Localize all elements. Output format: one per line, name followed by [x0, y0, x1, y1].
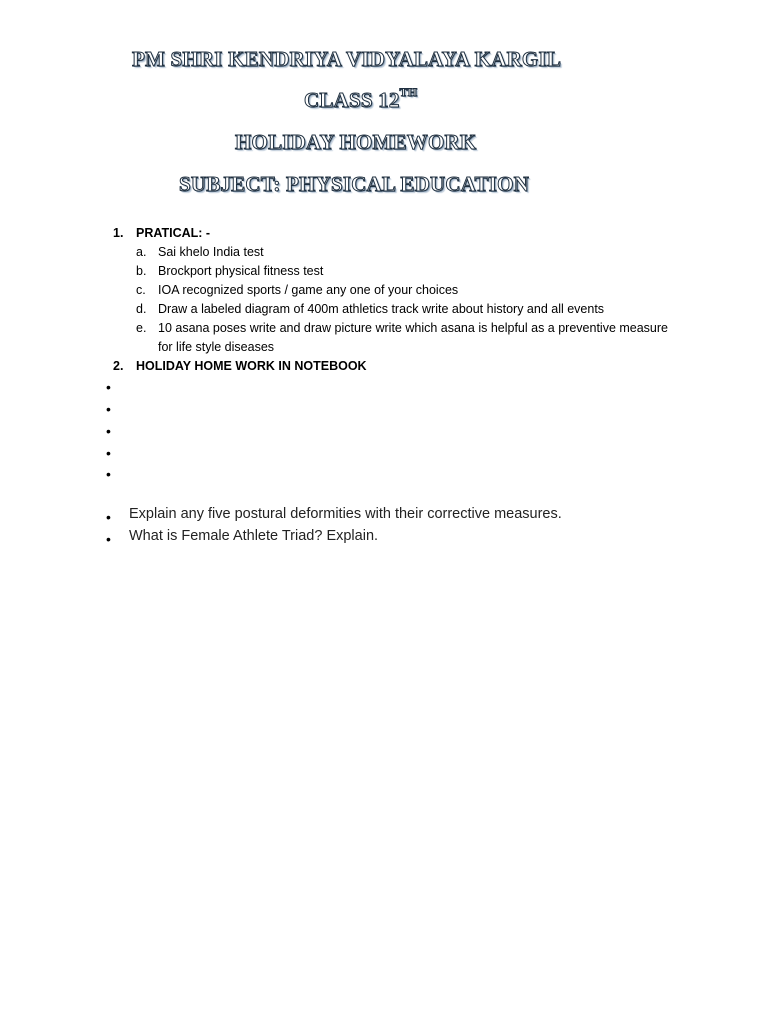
item-c-marker: c.	[136, 283, 146, 297]
class-label: CLASS 12	[304, 88, 400, 112]
school-name: PM SHRI KENDRIYA VIDYALAYA KARGIL	[132, 47, 562, 71]
section-2-number: 2.	[113, 359, 124, 373]
item-c-text: IOA recognized sports / game any one of your choices	[158, 283, 459, 297]
empty-bullet: •	[106, 423, 111, 439]
empty-bullet: •	[106, 401, 111, 417]
question-1: Explain any five postural deformities with their corrective measures.	[129, 506, 562, 522]
item-a-text: Sai khelo India test	[158, 245, 264, 259]
item-d-text: Draw a labeled diagram of 400m athletics track write about history and all events	[158, 302, 605, 316]
class-title	[304, 85, 418, 113]
item-e-continuation: for life style diseases	[158, 340, 275, 354]
item-d-marker: d.	[136, 302, 147, 316]
empty-bullet: •	[106, 466, 111, 482]
empty-bullet: •	[106, 379, 111, 395]
item-e-text: 10 asana poses write and draw picture write which asana is helpful as a preventive measure	[158, 321, 668, 335]
item-b-text: Brockport physical fitness test	[158, 264, 324, 278]
section-1-number: 1.	[113, 226, 124, 240]
subject-title: SUBJECT: PHYSICAL EDUCATION	[179, 172, 530, 196]
question-2: What is Female Athlete Triad? Explain.	[129, 528, 379, 544]
item-e-marker: e.	[136, 321, 147, 335]
section-1-title: PRATICAL: -	[136, 226, 211, 240]
question-bullet: •	[106, 509, 111, 525]
item-b-marker: b.	[136, 264, 147, 278]
item-a-marker: a.	[136, 245, 147, 259]
section-2-title: HOLIDAY HOME WORK IN NOTEBOOK	[136, 359, 367, 373]
homework-title: HOLIDAY HOMEWORK	[235, 130, 477, 154]
class-superscript: TH	[399, 85, 418, 99]
empty-bullet: •	[106, 445, 111, 461]
question-bullet: •	[106, 531, 111, 547]
